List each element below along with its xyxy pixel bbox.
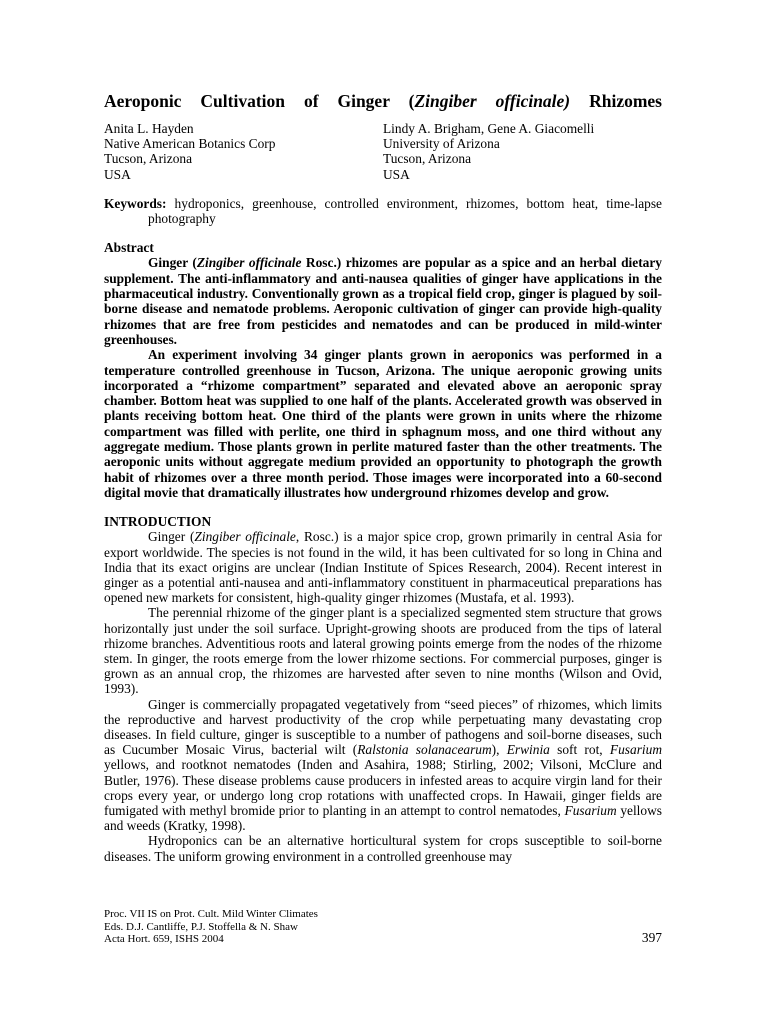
author-city: Tucson, Arizona <box>104 151 193 167</box>
page-footer <box>104 908 662 946</box>
author-left <box>104 121 383 182</box>
author-right <box>383 121 662 182</box>
title-text: Aeroponic Cultivation of Ginger ( <box>104 91 415 111</box>
author-country: USA <box>383 166 410 182</box>
footer-proceedings: Proc. VII IS on Prot. Cult. Mild Winter Climates <box>104 908 318 920</box>
keywords <box>104 196 662 226</box>
title-species: Zingiber officinale) <box>414 91 571 111</box>
author-city: Tucson, Arizona <box>383 151 472 167</box>
abstract-paragraph: Ginger (Zingiber officinale Rosc.) rhizomes are popular as a spice and an herbal dietary supplement. The anti-inflammatory and anti-nausea qualities of ginger have applications in the pharmaceutical industry. Conventionally grown as a tropical field crop, ginger is plagued by soil-borne disease and nematode problems. Aeroponic cultivation of ginger can provide high-quality rhizomes that are free from pesticides and nematodes and can be produced in mild-winter greenhouses. <box>104 255 662 347</box>
body-paragraph: The perennial rhizome of the ginger plant is a specialized segmented stem structure that grows horizontally just under the soil surface. Upright-growing shoots are produced from the tips of lateral rhizome branches. Adventitious roots and lateral growing points emerge from the nodes of the rhizome stem. In ginger, the roots emerge from the lower rhizome sections. For commercial purposes, ginger is grown as an annual crop, the rhizomes are harvested after seven to nine months (Wilson and Ovid, 1993). <box>104 605 662 697</box>
footer-editors: Eds. D.J. Cantliffe, P.J. Stoffella & N. Shaw <box>104 920 298 933</box>
introduction-section <box>104 514 662 864</box>
abstract-section <box>104 240 662 500</box>
paper-body <box>104 90 662 864</box>
keywords-text: hydroponics, greenhouse, controlled environment, rhizomes, bottom heat, time-lapse photography <box>148 195 662 227</box>
title-text-end: Rhizomes <box>570 91 662 111</box>
keywords-label: Keywords: <box>104 195 167 211</box>
footer-citation: Acta Hort. 659, ISHS 2004 <box>104 933 224 945</box>
body-paragraph: Hydroponics can be an alternative horticultural system for crops susceptible to soil-borne diseases. The uniform growing environment in a controlled greenhouse may <box>104 833 662 864</box>
body-paragraph: Ginger is commercially propagated vegetatively from “seed pieces” of rhizomes, which limits the reproductive and harvest productivity of the crop while perpetuating many devastating crop diseases. In field culture, ginger is susceptible to a number of pathogens and soil-borne diseases, such as Cucumber Mosaic Virus, bacterial wilt (Ralstonia solanacearum), Erwinia soft rot, Fusarium yellows, and rootknot nematodes (Inden and Asahira, 1988; Stirling, 2002; Vilsoni, McClure and Butler, 1976). These disease problems cause producers in infested areas to acquire virgin land for their crops every year, or undergo long crop rotations with unaffected crops. In Hawaii, ginger fields are fumigated with methyl bromide prior to planting in an attempt to control nematodes, Fusarium yellows and weeds (Kratky, 1998). <box>104 696 662 834</box>
author-affiliation: Native American Botanics Corp <box>104 136 276 152</box>
author-country: USA <box>104 166 131 182</box>
author-name: Lindy A. Brigham, Gene A. Giacomelli <box>383 121 595 136</box>
abstract-paragraph: An experiment involving 34 ginger plants grown in aeroponics was performed in a temperature controlled greenhouse in Tucson, Arizona. The unique aeroponic growing units incorporated a “rhizome compartment” separated and elevated above an aeroponic spray chamber. Bottom heat was supplied to one half of the plants. Accelerated growth was observed in plants receiving bottom heat. One third of the plants were grown in units where the rhizome compartment was filled with perlite, one third in sphagnum moss, and one third without any aggregate medium. Those plants grown in perlite matured faster than the other treatments. The aeroponic units without aggregate medium provided an opportunity to photograph the growth habit of rhizomes over a three month period. Those images were incorporated into a 60-second digital movie that dramatically illustrates how underground rhizomes develop and grow. <box>104 347 662 500</box>
introduction-heading: INTRODUCTION <box>104 514 212 530</box>
author-affiliation: University of Arizona <box>383 136 500 152</box>
body-paragraph: Ginger (Zingiber officinale, Rosc.) is a major spice crop, grown primarily in central Asia for export worldwide. The species is not found in the wild, it has been cultivated for so long in China and India that its exact origins are unclear (Indian Institute of Spices Research, 2004). Recent interest in ginger as a potential anti-nausea and anti-inflammatory constituent in pharmaceutical preparations has opened new markets for consistent, high-quality ginger rhizomes (Mustafa, et al. 1993). <box>104 529 662 606</box>
paper-title <box>104 90 662 112</box>
author-block <box>104 121 662 182</box>
page-number: 397 <box>641 930 662 945</box>
author-name: Anita L. Hayden <box>104 121 194 136</box>
abstract-heading: Abstract <box>104 240 154 256</box>
